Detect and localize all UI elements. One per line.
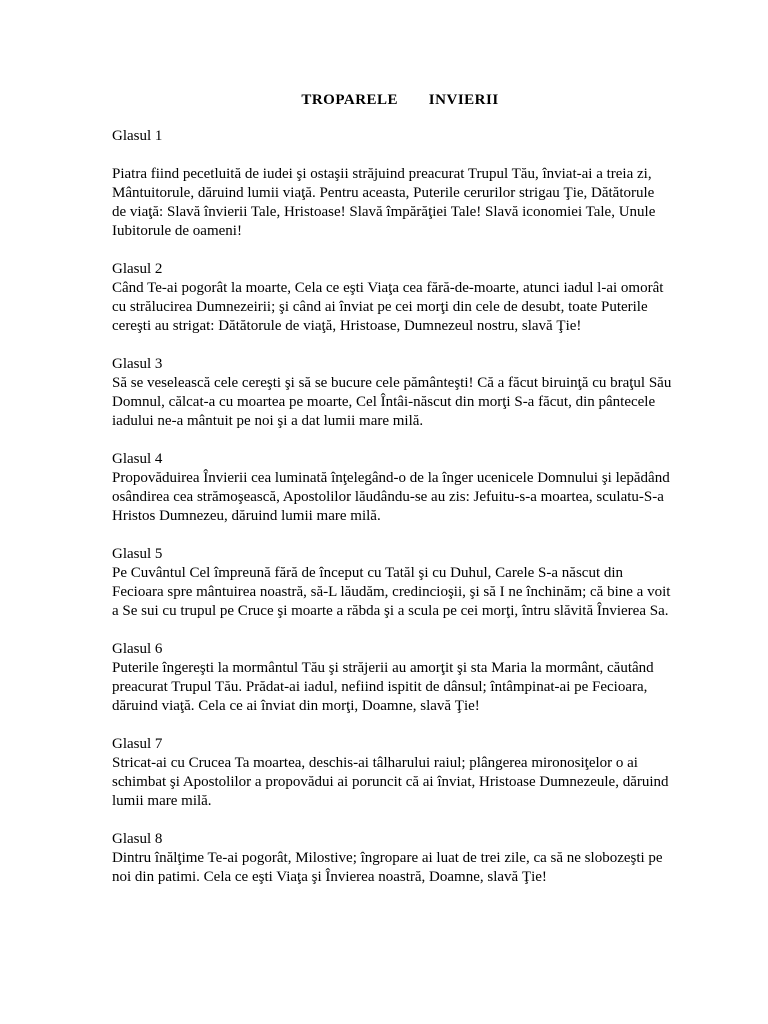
section-text: Să se veselească cele cereşti şi să se bucure cele pământeşti! Că a făcut biruinţă cu braţul Său Domnul, călcat-a cu moartea pe moarte, Cel Întâi-născut din morţi S-a făcut, din pântecele iadului ne-a mântuit pe noi şi a dat lumii mare milă. <box>112 375 672 429</box>
section-glasul-4 <box>112 450 672 526</box>
section-text: Piatra fiind pecetluită de iudei şi ostaşii străjuind preacurat Trupul Tău, înviat-ai a treia zi, Mântuitorule, dăruind lumii viaţă. Pentru aceasta, Puterile cerurilor strigau Ţie, Dătătorule de viaţă: Slavă învierii Tale, Hristoase! Slavă împărăţiei Tale! Slavă iconomiei Tale, Unule Iubitorule de oameni! <box>112 166 656 239</box>
document-title: TROPARELE INVIERII <box>301 92 499 108</box>
section-heading: Glasul 7 <box>112 736 163 752</box>
section-text: Puterile îngereşti la mormântul Tău şi străjerii au amorţit şi sta Maria la mormânt, căutând preacurat Trupul Tău. Prădat-ai iadul, nefiind ispitit de dânsul; întâmpinat-ai pe Fecioara, dăruind viaţă. Cela ce ai înviat din morţi, Doamne, slavă Ţie! <box>112 660 654 714</box>
section-heading: Glasul 3 <box>112 356 163 372</box>
section-text: Propovăduirea Învierii cea luminată înţelegând-o de la înger ucenicele Domnului şi lepădând osândirea cea strămoşească, Apostolilor lăudându-se au zis: Jefuitu-s-a moartea, sculatu-S-a Hristos Dumnezeu, dăruind lumii mare milă. <box>112 470 670 524</box>
section-heading: Glasul 1 <box>112 128 163 144</box>
section-glasul-2 <box>112 260 672 336</box>
section-heading: Glasul 5 <box>112 546 163 562</box>
section-text: Când Te-ai pogorât la moarte, Cela ce eşti Viaţa cea fără-de-moarte, atunci iadul l-ai omorât cu strălucirea Dumnezeirii; şi când ai înviat pe cei morţi din cele de desubt, toate Puterile cereşti au strigat: Dătătorule de viaţă, Hristoase, Dumnezeul nostru, slavă Ţie! <box>112 280 664 334</box>
section-text: Stricat-ai cu Crucea Ta moartea, deschis-ai tâlharului raiul; plângerea mironosiţelor o ai schimbat şi Apostolilor a propovădui ai poruncit că ai înviat, Hristoase Dumnezeule, dăruind lumii mare milă. <box>112 755 669 809</box>
section-glasul-8 <box>112 830 672 887</box>
section-glasul-5 <box>112 545 672 621</box>
section-heading: Glasul 2 <box>112 261 163 277</box>
section-heading: Glasul 6 <box>112 641 163 657</box>
section-glasul-3 <box>112 355 672 431</box>
document-page <box>112 92 672 906</box>
section-glasul-7 <box>112 735 672 811</box>
section-heading: Glasul 4 <box>112 451 163 467</box>
section-heading: Glasul 8 <box>112 831 163 847</box>
section-glasul-1 <box>112 127 672 241</box>
section-glasul-6 <box>112 640 672 716</box>
section-text: Dintru înălţime Te-ai pogorât, Milostive; îngropare ai luat de trei zile, ca să ne slobozeşti pe noi din patimi. Cela ce eşti Viaţa şi Învierea noastră, Doamne, slavă Ţie! <box>112 850 663 885</box>
section-text: Pe Cuvântul Cel împreună fără de început cu Tatăl şi cu Duhul, Carele S-a născut din Fecioara spre mântuirea noastră, să-L lăudăm, credincioşii, şi să I ne închinăm; că bine a voit a Se sui cu trupul pe Cruce şi moarte a răbda şi a scula pe cei morţi, întru slăvită Învierea Sa. <box>112 565 671 619</box>
